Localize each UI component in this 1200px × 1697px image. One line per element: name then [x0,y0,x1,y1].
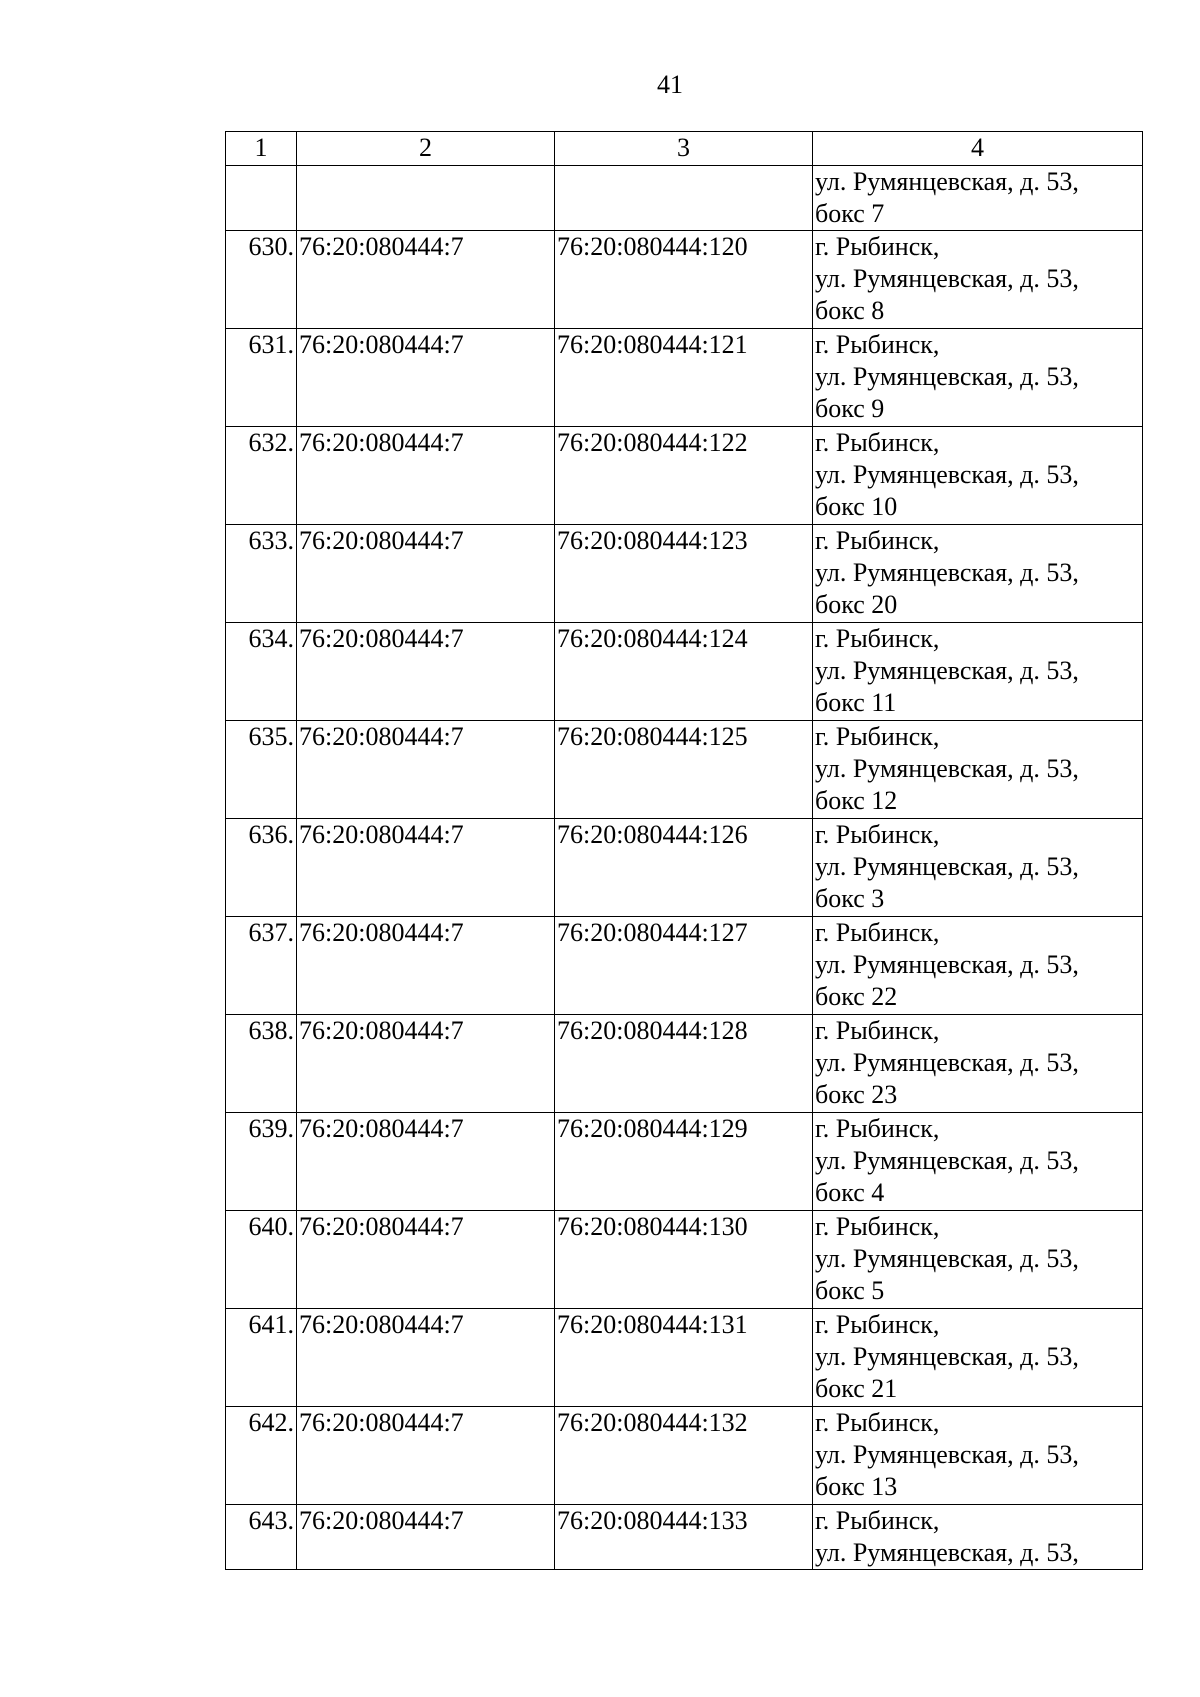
parcel-number-cell: 76:20:080444:7 [297,1505,555,1570]
header-col-3: 3 [555,132,813,166]
address-line: ул. Румянцевская, д. 53, [815,950,1079,979]
table-row [226,721,1143,819]
object-number-cell: 76:20:080444:126 [555,819,813,917]
address-line: г. Рыбинск, [815,820,940,849]
table-row [226,1505,1143,1570]
address-line: ул. Румянцевская, д. 53, [815,1342,1079,1371]
table-row [226,1407,1143,1505]
address-line: ул. Румянцевская, д. 53, [815,754,1079,783]
address-line: бокс 11 [815,688,897,717]
address-line: ул. Румянцевская, д. 53, [815,1048,1079,1077]
address-cell [813,917,1143,1015]
address-line: ул. Румянцевская, д. 53, [815,1146,1079,1175]
address-cell [813,166,1143,231]
row-number-cell: 638. [226,1015,297,1113]
table-row-continuation [226,166,1143,231]
address-line: ул. Румянцевская, д. 53, [815,1244,1079,1273]
table-body [226,166,1143,1570]
address-line: ул. Румянцевская, д. 53, [815,656,1079,685]
registry-table [225,131,1143,1570]
address-line: бокс 5 [815,1276,885,1305]
table-row [226,1211,1143,1309]
object-number-cell: 76:20:080444:120 [555,231,813,329]
address-line: г. Рыбинск, [815,722,940,751]
address-line: г. Рыбинск, [815,1310,940,1339]
parcel-number-cell: 76:20:080444:7 [297,329,555,427]
table-row [226,329,1143,427]
parcel-number-cell: 76:20:080444:7 [297,721,555,819]
object-number-cell: 76:20:080444:129 [555,1113,813,1211]
table-row [226,917,1143,1015]
address-line: бокс 10 [815,492,898,521]
parcel-number-cell: 76:20:080444:7 [297,427,555,525]
object-number-cell: 76:20:080444:122 [555,427,813,525]
address-cell [813,525,1143,623]
address-line: бокс 13 [815,1472,898,1501]
parcel-number-cell: 76:20:080444:7 [297,819,555,917]
row-number-cell: 637. [226,917,297,1015]
address-line: г. Рыбинск, [815,1114,940,1143]
address-cell [813,427,1143,525]
parcel-number-cell [297,166,555,231]
parcel-number-cell: 76:20:080444:7 [297,623,555,721]
address-line: ул. Румянцевская, д. 53, [815,264,1079,293]
address-line: ул. Румянцевская, д. 53, [815,460,1079,489]
object-number-cell: 76:20:080444:130 [555,1211,813,1309]
address-line: бокс 20 [815,590,898,619]
table-row [226,1113,1143,1211]
address-line: г. Рыбинск, [815,918,940,947]
parcel-number-cell: 76:20:080444:7 [297,917,555,1015]
address-line: г. Рыбинск, [815,330,940,359]
address-line: г. Рыбинск, [815,526,940,555]
object-number-cell [555,166,813,231]
row-number-cell: 639. [226,1113,297,1211]
header-row [226,132,1143,166]
table-row [226,819,1143,917]
row-number-cell: 633. [226,525,297,623]
parcel-number-cell: 76:20:080444:7 [297,1211,555,1309]
address-cell [813,1211,1143,1309]
header-col-1: 1 [226,132,297,166]
address-line: бокс 3 [815,884,885,913]
row-number-cell: 640. [226,1211,297,1309]
page-number: 41 [657,70,683,99]
address-line: бокс 21 [815,1374,898,1403]
address-line: бокс 12 [815,786,898,815]
address-cell [813,819,1143,917]
address-line: ул. Румянцевская, д. 53, [815,558,1079,587]
table-header [226,132,1143,166]
address-line: ул. Румянцевская, д. 53, [815,1440,1079,1469]
address-line: бокс 8 [815,296,885,325]
row-number-cell: 634. [226,623,297,721]
row-number-cell: 641. [226,1309,297,1407]
address-line: ул. Румянцевская, д. 53, [815,362,1079,391]
row-number-cell [226,166,297,231]
address-line: бокс 7 [815,199,885,228]
object-number-cell: 76:20:080444:127 [555,917,813,1015]
address-cell [813,1015,1143,1113]
address-line: бокс 9 [815,394,885,423]
object-number-cell: 76:20:080444:131 [555,1309,813,1407]
table-row [226,427,1143,525]
address-cell [813,1407,1143,1505]
object-number-cell: 76:20:080444:133 [555,1505,813,1570]
row-number-cell: 642. [226,1407,297,1505]
object-number-cell: 76:20:080444:125 [555,721,813,819]
table-row [226,1015,1143,1113]
row-number-cell: 631. [226,329,297,427]
parcel-number-cell: 76:20:080444:7 [297,231,555,329]
address-cell [813,623,1143,721]
row-number-cell: 630. [226,231,297,329]
address-cell [813,721,1143,819]
object-number-cell: 76:20:080444:123 [555,525,813,623]
header-col-2: 2 [297,132,555,166]
header-col-4: 4 [813,132,1143,166]
object-number-cell: 76:20:080444:128 [555,1015,813,1113]
row-number-cell: 635. [226,721,297,819]
address-line: г. Рыбинск, [815,1212,940,1241]
address-line: ул. Румянцевская, д. 53, [815,167,1079,196]
parcel-number-cell: 76:20:080444:7 [297,1113,555,1211]
address-line: г. Рыбинск, [815,232,940,261]
address-line: ул. Румянцевская, д. 53, [815,852,1079,881]
address-cell [813,329,1143,427]
parcel-number-cell: 76:20:080444:7 [297,1309,555,1407]
object-number-cell: 76:20:080444:124 [555,623,813,721]
object-number-cell: 76:20:080444:121 [555,329,813,427]
address-cell [813,1505,1143,1570]
address-line: г. Рыбинск, [815,428,940,457]
object-number-cell: 76:20:080444:132 [555,1407,813,1505]
address-cell [813,1309,1143,1407]
table-row [226,231,1143,329]
table-row [226,623,1143,721]
address-line: ул. Румянцевская, д. 53, [815,1538,1079,1567]
row-number-cell: 636. [226,819,297,917]
parcel-number-cell: 76:20:080444:7 [297,1015,555,1113]
table-row [226,1309,1143,1407]
table-row [226,525,1143,623]
parcel-number-cell: 76:20:080444:7 [297,525,555,623]
parcel-number-cell: 76:20:080444:7 [297,1407,555,1505]
address-line: бокс 23 [815,1080,898,1109]
address-cell [813,231,1143,329]
address-line: г. Рыбинск, [815,624,940,653]
address-line: бокс 4 [815,1178,885,1207]
address-line: г. Рыбинск, [815,1016,940,1045]
row-number-cell: 632. [226,427,297,525]
address-line: бокс 22 [815,982,898,1011]
address-line: г. Рыбинск, [815,1506,940,1535]
row-number-cell: 643. [226,1505,297,1570]
address-line: г. Рыбинск, [815,1408,940,1437]
address-cell [813,1113,1143,1211]
